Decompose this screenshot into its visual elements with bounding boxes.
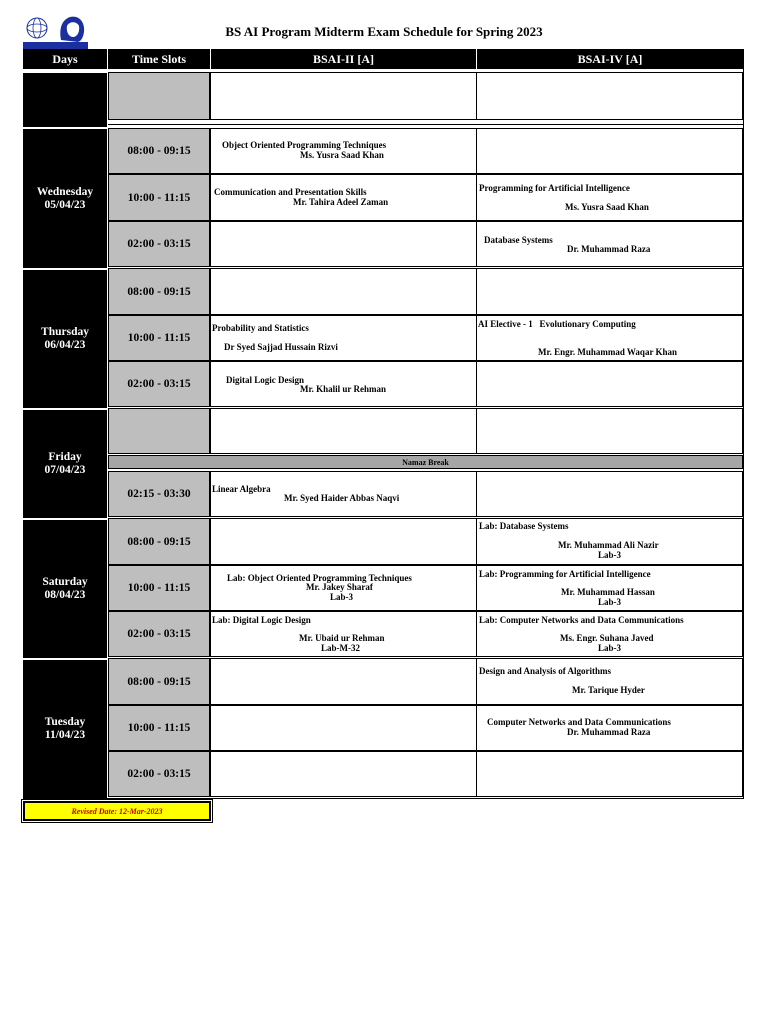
namaz-break-row: Namaz Break: [108, 455, 743, 469]
exam-cell: [210, 565, 477, 611]
exam-cell: [476, 751, 743, 797]
time-slot: 02:00 - 03:15: [108, 361, 210, 407]
teacher-name: Mr. Khalil ur Rehman: [300, 384, 387, 394]
exam-cell: [476, 361, 743, 407]
course-name: AI Elective - 1 Evolutionary Computing: [478, 319, 636, 329]
time-slot-blank: [108, 408, 210, 454]
time-slot: 02:15 - 03:30: [108, 471, 210, 517]
exam-cell: [210, 174, 477, 221]
exam-cell: [476, 174, 743, 221]
room-name: Lab-3: [598, 550, 622, 560]
header-bsai-ii: BSAI-II [A]: [211, 49, 476, 71]
exam-cell: [210, 751, 477, 797]
time-slot: 10:00 - 11:15: [108, 565, 210, 611]
day-saturday: [23, 518, 107, 658]
exam-cell: [476, 611, 743, 657]
page-title: BS AI Program Midterm Exam Schedule for Spring 2023: [225, 24, 543, 39]
teacher-name: Mr. Syed Haider Abbas Naqvi: [284, 493, 400, 503]
day-date: 06/04/23: [44, 339, 86, 351]
exam-cell: [210, 315, 477, 361]
teacher-name: Mr. Tarique Hyder: [572, 685, 645, 695]
room-name: Lab-3: [598, 597, 622, 607]
exam-cell: [210, 518, 477, 565]
course-name: Design and Analysis of Algorithms: [479, 666, 612, 676]
time-slot: 10:00 - 11:15: [108, 315, 210, 361]
course-name: Programming for Artificial Intelligence: [479, 183, 630, 193]
day-cell-blank: [23, 71, 107, 127]
exam-cell: [210, 361, 477, 407]
time-slot: 08:00 - 09:15: [108, 518, 210, 565]
header-bsai-iv: BSAI-IV [A]: [477, 49, 743, 71]
course-name: Digital Logic Design: [226, 375, 304, 385]
course-name: Database Systems: [484, 235, 553, 245]
exam-cell: [476, 221, 743, 267]
time-slot: 08:00 - 09:15: [108, 128, 210, 174]
day-name: Saturday: [42, 576, 88, 588]
course-name: Lab: Digital Logic Design: [212, 615, 311, 625]
course-name: Lab: Database Systems: [479, 521, 569, 531]
table-border: [743, 49, 744, 798]
time-slot-blank: [108, 72, 210, 120]
exam-cell: [210, 705, 477, 751]
teacher-name: Mr. Engr. Muhammad Waqar Khan: [538, 347, 678, 357]
time-slot: 02:00 - 03:15: [108, 221, 210, 267]
day-date: 08/04/23: [44, 589, 86, 601]
course-name: Communication and Presentation Skills: [214, 187, 367, 197]
exam-cell: [476, 128, 743, 174]
exam-cell: [210, 268, 477, 315]
day-tuesday: [23, 658, 107, 798]
course-name: Lab: Programming for Artificial Intelligence: [479, 569, 651, 579]
exam-cell: [210, 408, 477, 454]
exam-cell: [476, 565, 743, 611]
day-thursday: [23, 268, 107, 408]
room-name: Lab-3: [330, 592, 354, 602]
day-date: 07/04/23: [44, 464, 86, 476]
teacher-name: Ms. Yusra Saad Khan: [300, 150, 384, 160]
teacher-name: Ms. Yusra Saad Khan: [565, 202, 649, 212]
exam-cell: [210, 611, 477, 657]
exam-cell: [476, 471, 743, 517]
exam-cell: [476, 658, 743, 705]
day-date: 11/04/23: [44, 729, 86, 741]
teacher-name: Mr. Muhammad Hassan: [561, 587, 655, 597]
day-date: 05/04/23: [44, 198, 86, 211]
course-name: Object Oriented Programming Techniques: [222, 140, 387, 150]
exam-cell: [476, 408, 743, 454]
header-days: Days: [23, 49, 107, 71]
day-name: Friday: [48, 451, 82, 463]
course-name: Computer Networks and Data Communications: [487, 717, 671, 727]
table-border: [23, 798, 744, 799]
exam-cell: [476, 518, 743, 565]
teacher-name: Mr. Muhammad Ali Nazir: [558, 540, 659, 550]
room-name: Lab-3: [598, 643, 622, 653]
exam-cell: [476, 268, 743, 315]
teacher-name: Ms. Engr. Suhana Javed: [560, 633, 654, 643]
exam-cell: [210, 72, 477, 120]
exam-cell: [476, 315, 743, 361]
exam-cell: [476, 72, 743, 120]
exam-cell: [210, 658, 477, 705]
revised-date: Revised Date: 12-Mar-2023: [23, 801, 211, 821]
course-name: Lab: Object Oriented Programming Techniques: [227, 573, 412, 583]
teacher-name: Dr. Muhammad Raza: [567, 727, 651, 737]
teacher-name: Dr Syed Sajjad Hussain Rizvi: [224, 342, 338, 352]
course-name: Probability and Statistics: [212, 323, 309, 333]
exam-cell: [210, 471, 477, 517]
course-name: Linear Algebra: [212, 484, 271, 494]
teacher-name: Dr. Muhammad Raza: [567, 244, 651, 254]
teacher-name: Mr. Jakey Sharaf: [306, 582, 373, 592]
exam-cell: [210, 221, 477, 267]
exam-cell: [476, 705, 743, 751]
teacher-name: Mr. Tahira Adeel Zaman: [293, 197, 389, 207]
time-slot: 10:00 - 11:15: [108, 174, 210, 221]
day-name: Tuesday: [44, 716, 86, 728]
day-wednesday: [23, 127, 107, 268]
divider: [108, 124, 743, 125]
exam-cell: [210, 128, 477, 174]
course-name: Lab: Computer Networks and Data Communications: [479, 615, 684, 625]
time-slot: 08:00 - 09:15: [108, 268, 210, 315]
day-name: Wednesday: [36, 185, 94, 198]
day-friday: [23, 408, 107, 518]
teacher-name: Mr. Ubaid ur Rehman: [299, 633, 385, 643]
time-slot: 02:00 - 03:15: [108, 751, 210, 797]
room-name: Lab-M-32: [321, 643, 360, 653]
time-slot: 08:00 - 09:15: [108, 658, 210, 705]
time-slot: 02:00 - 03:15: [108, 611, 210, 657]
day-name: Thursday: [41, 326, 89, 338]
time-slot: 10:00 - 11:15: [108, 705, 210, 751]
header-time-slots: Time Slots: [108, 49, 210, 71]
